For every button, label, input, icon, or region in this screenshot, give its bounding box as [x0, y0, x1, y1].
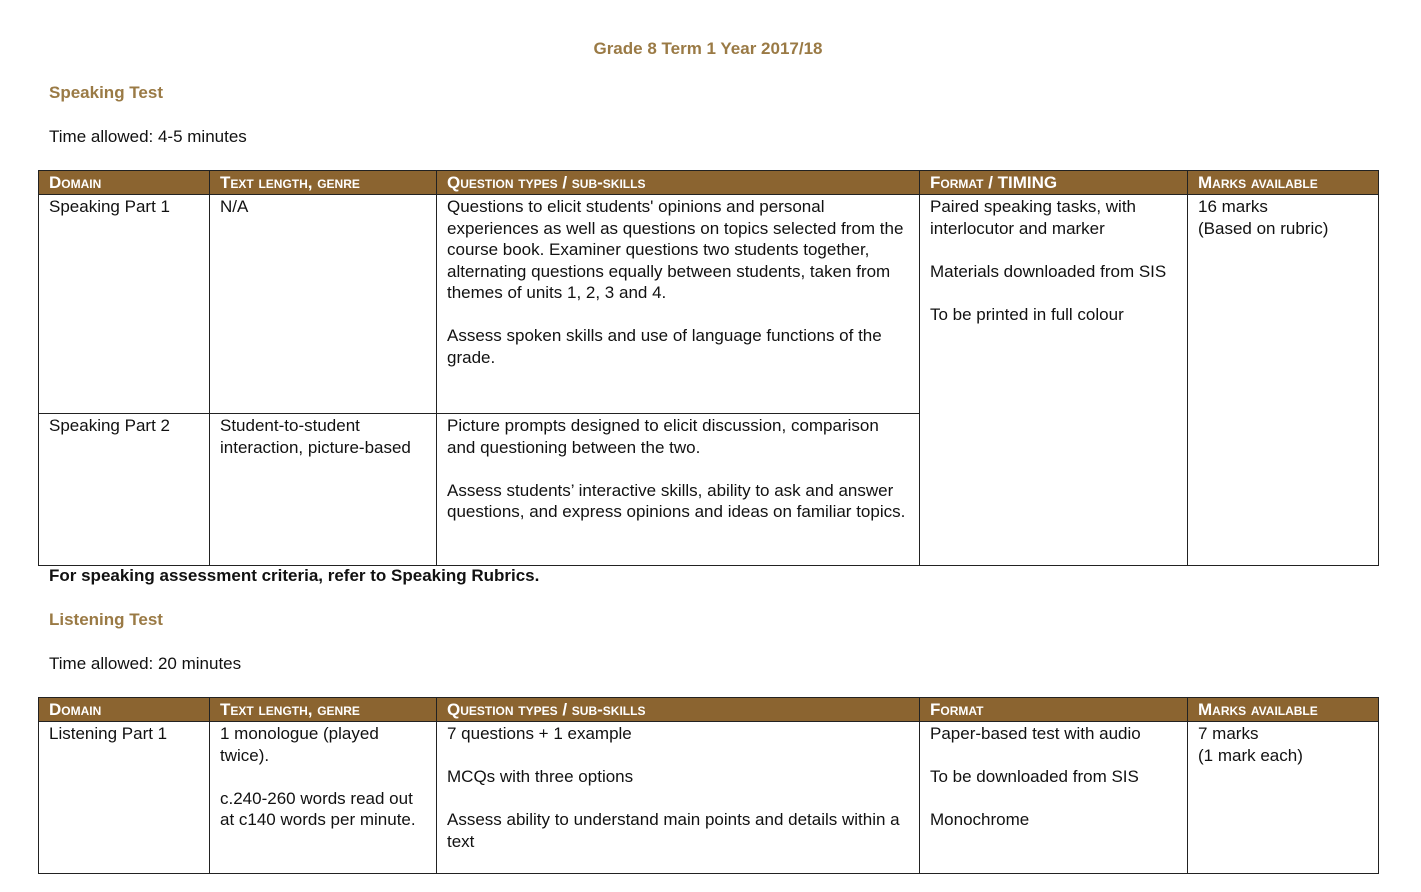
cell-text: Paper-based test with audio: [930, 724, 1141, 743]
cell-text: To be downloaded from SIS: [930, 767, 1139, 786]
listening-time-allowed: Time allowed: 20 minutes: [49, 654, 242, 673]
table-header-row: [39, 171, 1379, 195]
cell-text: (1 mark each): [1198, 745, 1303, 765]
cell-text: To be printed in full colour: [930, 304, 1124, 324]
text-length-cell: [210, 722, 437, 874]
header-format: Format: [920, 698, 1188, 722]
text-length-cell: [210, 195, 437, 414]
question-types-cell: [437, 414, 920, 566]
header-text-length: Text length, genre: [210, 171, 437, 195]
cell-text: Monochrome: [930, 810, 1030, 829]
question-types-cell: [437, 195, 920, 414]
header-marks: Marks available: [1188, 171, 1379, 195]
table-row: [39, 722, 1379, 874]
domain-cell: Speaking Part 2: [39, 414, 210, 566]
cell-text: 7 questions + 1 example: [447, 724, 632, 743]
cell-text: Assess students’ interactive skills, ability to ask and answer questions, and express opinions and ideas on familiar topics.: [447, 480, 906, 521]
cell-text: Assess spoken skills and use of language functions of the grade.: [447, 326, 882, 367]
marks-cell: [1188, 195, 1379, 566]
header-format: Format / TIMING: [920, 171, 1188, 195]
cell-text: 7 marks: [1198, 724, 1259, 743]
listening-test-heading: Listening Test: [49, 610, 163, 629]
cell-text: N/A: [220, 197, 249, 216]
cell-text: c.240-260 words read out at c140 words per minute.: [220, 788, 416, 829]
header-question-types: Question types / sub-skills: [437, 698, 920, 722]
table-row: [39, 195, 1379, 414]
cell-text: Assess ability to understand main points and details within a text: [447, 810, 900, 851]
header-domain: Domain: [39, 698, 210, 722]
marks-cell: [1188, 722, 1379, 874]
cell-text: MCQs with three options: [447, 767, 634, 786]
speaking-test-heading: Speaking Test: [49, 83, 163, 102]
cell-text: 16 marks: [1198, 197, 1268, 216]
format-cell: [920, 722, 1188, 874]
speaking-table: [38, 170, 1379, 566]
speaking-time-allowed: Time allowed: 4-5 minutes: [49, 127, 247, 146]
table-header-row: [39, 698, 1379, 722]
cell-text: Paired speaking tasks, with interlocutor and marker: [930, 197, 1136, 238]
cell-text: Materials downloaded from SIS: [930, 261, 1167, 281]
header-marks: Marks available: [1188, 698, 1379, 722]
cell-text: Student-to-student interaction, picture-based: [220, 416, 411, 457]
question-types-cell: [437, 722, 920, 874]
header-domain: Domain: [39, 171, 210, 195]
cell-text: (Based on rubric): [1198, 218, 1329, 238]
header-text-length: Text length, genre: [210, 698, 437, 722]
speaking-note: For speaking assessment criteria, refer to Speaking Rubrics.: [49, 566, 540, 585]
domain-cell: Speaking Part 1: [39, 195, 210, 414]
cell-text: Picture prompts designed to elicit discussion, comparison and questioning between the two.: [447, 416, 879, 457]
header-question-types: Question types / sub-skills: [437, 171, 920, 195]
domain-cell: Listening Part 1: [39, 722, 210, 874]
cell-text: 1 monologue (played twice).: [220, 724, 379, 765]
cell-text: Questions to elicit students' opinions and personal experiences as well as questions on topics selected from the course book. Examiner questions two students together, alternating questions equally between students, taken from themes of units 1, 2, 3 and 4.: [447, 197, 904, 302]
format-cell: [920, 195, 1188, 566]
listening-table: [38, 697, 1379, 874]
text-length-cell: [210, 414, 437, 566]
document-title: Grade 8 Term 1 Year 2017/18: [593, 39, 823, 58]
